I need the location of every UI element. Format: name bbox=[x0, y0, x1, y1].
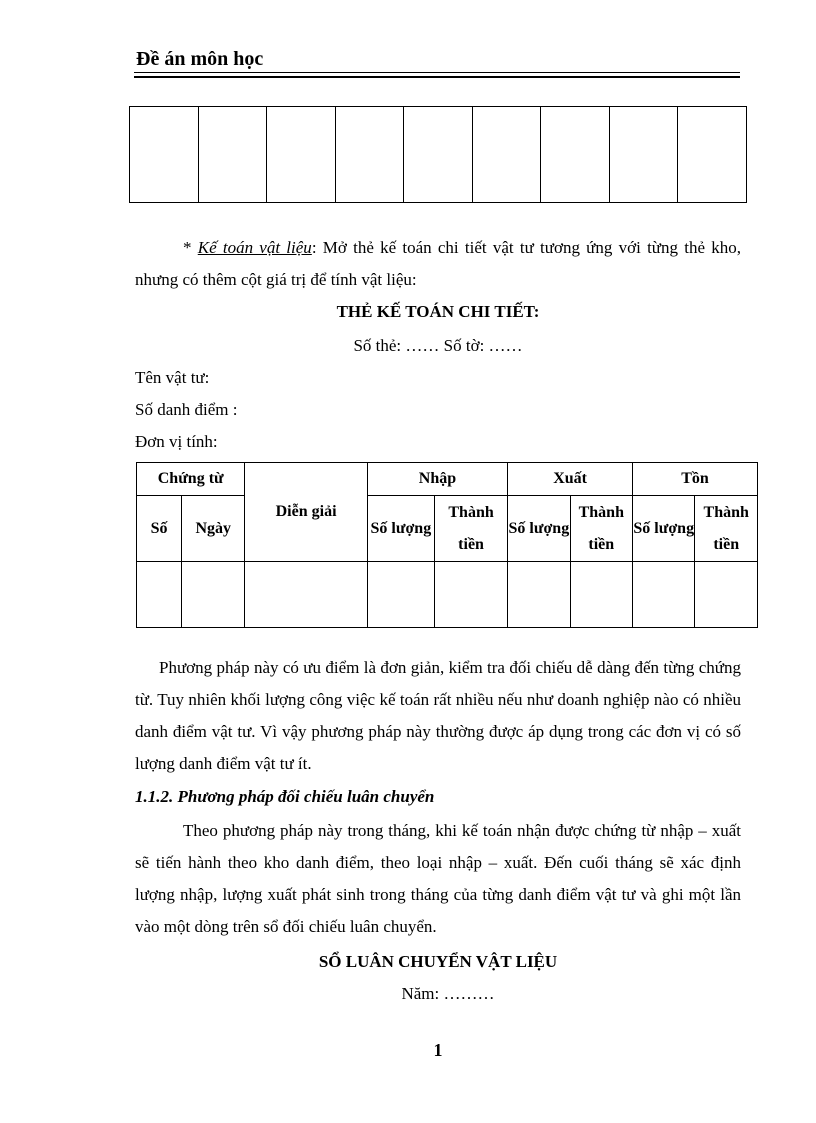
col-nhap-thanh-tien: Thành tiền bbox=[434, 496, 507, 562]
grid-cell bbox=[267, 107, 336, 203]
table-cell bbox=[434, 562, 507, 628]
col-ton: Tồn bbox=[633, 463, 758, 496]
grid-cell bbox=[198, 107, 267, 203]
page-number: 1 bbox=[433, 1040, 443, 1060]
card-title: THẺ KẾ TOÁN CHI TIẾT: bbox=[336, 302, 540, 321]
intro-term: Kế toán vật liệu bbox=[197, 238, 312, 257]
table-cell bbox=[633, 562, 695, 628]
col-ton-so-luong: Số lượng bbox=[633, 496, 695, 562]
ledger-year-line: Năm: ……… bbox=[401, 984, 495, 1003]
grid-cell bbox=[404, 107, 473, 203]
section-heading: 1.1.2. Phương pháp đối chiếu luân chuyển bbox=[135, 787, 435, 806]
col-xuat: Xuất bbox=[508, 463, 633, 496]
grid-cell bbox=[472, 107, 541, 203]
empty-grid-table bbox=[129, 106, 747, 203]
paragraph-advantages: Phương pháp này có ưu điểm là đơn giản, kiểm tra đối chiếu dễ dàng đến từng chứng từ. Tuy nhiên khối lượng công việc kế toán rất nhiều nếu như doanh nghiệp nào có nhiều danh điểm vật tư. Vì vậy phương pháp này thường được áp dụng trong các đơn vị có số lượng danh điểm vật tư ít. bbox=[135, 658, 741, 773]
header-rule-thick bbox=[134, 76, 740, 78]
grid-cell bbox=[335, 107, 404, 203]
grid-cell bbox=[678, 107, 747, 203]
intro-text: : Mở thẻ kế toán chi tiết vật tư tương ứng với từng thẻ kho, nhưng có thêm cột giá trị để tính vật liệu: bbox=[135, 238, 741, 289]
col-dien-giai: Diễn giải bbox=[245, 463, 367, 562]
detail-ledger-table bbox=[136, 462, 758, 628]
intro-paragraph bbox=[135, 232, 741, 296]
page-header-title: Đề án môn học bbox=[136, 48, 264, 70]
field-item-code: Số danh điểm : bbox=[135, 400, 238, 419]
grid-cell bbox=[609, 107, 678, 203]
field-unit: Đơn vị tính: bbox=[135, 432, 218, 451]
col-xuat-so-luong: Số lượng bbox=[508, 496, 570, 562]
col-nhap: Nhập bbox=[367, 463, 507, 496]
grid-cell bbox=[541, 107, 610, 203]
card-number-line: Số thẻ: …… Số tờ: …… bbox=[353, 336, 523, 355]
table-cell bbox=[182, 562, 245, 628]
ledger-title: SỔ LUÂN CHUYỂN VẬT LIỆU bbox=[318, 952, 558, 971]
table-cell bbox=[367, 562, 434, 628]
col-xuat-thanh-tien: Thành tiền bbox=[570, 496, 633, 562]
paragraph-method: Theo phương pháp này trong tháng, khi kế toán nhận được chứng từ nhập – xuất sẽ tiến hành theo kho danh điểm, theo loại nhập – xuất. Đến cuối tháng sẽ xác định lượng nhập, lượng xuất phát sinh trong tháng của từng danh điểm vật tư và ghi một lần vào một dòng trên sổ đối chiếu luân chuyển. bbox=[135, 821, 741, 936]
table-cell bbox=[508, 562, 570, 628]
col-nhap-so-luong: Số lượng bbox=[367, 496, 434, 562]
col-chung-tu: Chứng từ bbox=[137, 463, 245, 496]
table-cell bbox=[245, 562, 367, 628]
field-material-name: Tên vật tư: bbox=[135, 368, 210, 387]
header-rule bbox=[134, 72, 740, 73]
intro-bullet: * bbox=[183, 238, 198, 257]
table-cell bbox=[695, 562, 758, 628]
grid-cell bbox=[130, 107, 199, 203]
table-cell bbox=[570, 562, 633, 628]
table-cell bbox=[137, 562, 182, 628]
col-ton-thanh-tien: Thành tiền bbox=[695, 496, 758, 562]
col-ngay: Ngày bbox=[182, 496, 245, 562]
col-so: Số bbox=[137, 496, 182, 562]
